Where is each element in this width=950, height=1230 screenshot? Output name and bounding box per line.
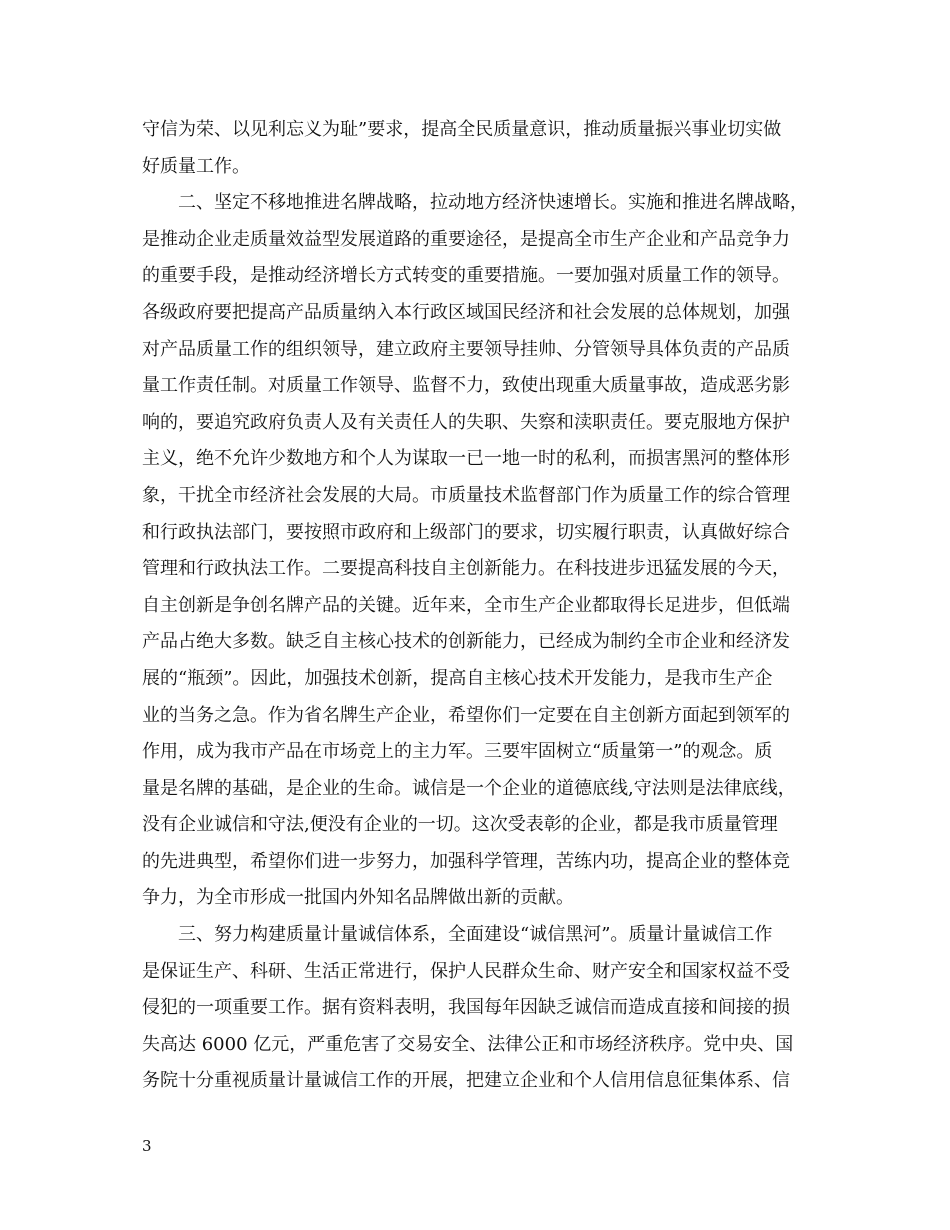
text-line: 务院十分重视质量计量诚信工作的开展，把建立企业和个人信用信息征集体系、信 — [142, 1070, 790, 1092]
text-line: 量工作责任制。对质量工作领导、监督不力，致使出现重大质量事故，造成恶劣影 — [142, 375, 790, 397]
page-number: 3 — [142, 1137, 152, 1155]
paragraph-start-line: 二、坚定不移地推进名牌战略，拉动地方经济快速增长。实施和推进名牌战略， — [178, 192, 808, 214]
text-line: 主义，绝不允许少数地方和个人为谋取一已一地一时的私利，而损害黑河的整体形 — [142, 448, 790, 470]
text-line: 的重要手段，是推动经济增长方式转变的重要措施。一要加强对质量工作的领导。 — [142, 265, 790, 287]
text-line: 管理和行政执法工作。二要提高科技自主创新能力。在科技进步迅猛发展的今天， — [142, 558, 790, 580]
text-line: 的先进典型，希望你们进一步努力，加强科学管理，苦练内功，提高企业的整体竞 — [142, 850, 790, 872]
text-line: 守信为荣、以见利忘义为耻”要求，提高全民质量意识，推动质量振兴事业切实做 — [142, 119, 782, 140]
text-line: 失高达 6000 亿元，严重危害了交易安全、法律公正和市场经济秩序。党中央、国 — [142, 1033, 794, 1055]
text-line: 各级政府要把提高产品质量纳入本行政区域国民经济和社会发展的总体规划，加强 — [142, 301, 790, 323]
text-line: 自主创新是争创名牌产品的关键。近年来，全市生产企业都取得长足进步，但低端 — [142, 594, 790, 616]
text-line: 是保证生产、科研、生活正常进行，保护人民群众生命、财产安全和国家权益不受 — [142, 960, 790, 982]
text-line: 是推动企业走质量效益型发展道路的重要途径，是提高全市生产企业和产品竞争力 — [142, 228, 790, 250]
text-line: 象，干扰全市经济社会发展的大局。市质量技术监督部门作为质量工作的综合管理 — [142, 484, 790, 506]
paragraph-start-line: 三、努力构建质量计量诚信体系，全面建设“诚信黑河”。质量计量诚信工作 — [178, 924, 773, 946]
text-line: 争力，为全市形成一批国内外知名品牌做出新的贡献。 — [142, 887, 574, 909]
text-line: 业的当务之急。作为省名牌生产企业，希望你们一定要在自主创新方面起到领军的 — [142, 704, 790, 726]
text-line: 对产品质量工作的组织领导，建立政府主要领导挂帅、分管领导具体负责的产品质 — [142, 338, 790, 360]
text-line: 量是名牌的基础，是企业的生命。诚信是一个企业的道德底线,守法则是法律底线， — [142, 777, 796, 799]
text-line: 产品占绝大多数。缺乏自主核心技术的创新能力，已经成为制约全市企业和经济发 — [142, 631, 790, 653]
text-line: 作用，成为我市产品在市场竞上的主力军。三要牢固树立“质量第一”的观念。质 — [142, 741, 773, 763]
text-line: 展的“瓶颈”。因此，加强技术创新，提高自主核心技术开发能力，是我市生产企 — [142, 667, 773, 689]
document-body — [142, 112, 822, 1100]
text-line: 响的，要追究政府负责人及有关责任人的失职、失察和渎职责任。要克服地方保护 — [142, 411, 790, 433]
text-line: 和行政执法部门，要按照市政府和上级部门的要求，切实履行职责，认真做好综合 — [142, 521, 790, 543]
text-line: 好质量工作。 — [142, 155, 250, 177]
text-line: 没有企业诚信和守法,便没有企业的一切。这次受表彰的企业，都是我市质量管理 — [142, 814, 778, 836]
text-line: 侵犯的一项重要工作。据有资料表明，我国每年因缺乏诚信而造成直接和间接的损 — [142, 997, 790, 1019]
